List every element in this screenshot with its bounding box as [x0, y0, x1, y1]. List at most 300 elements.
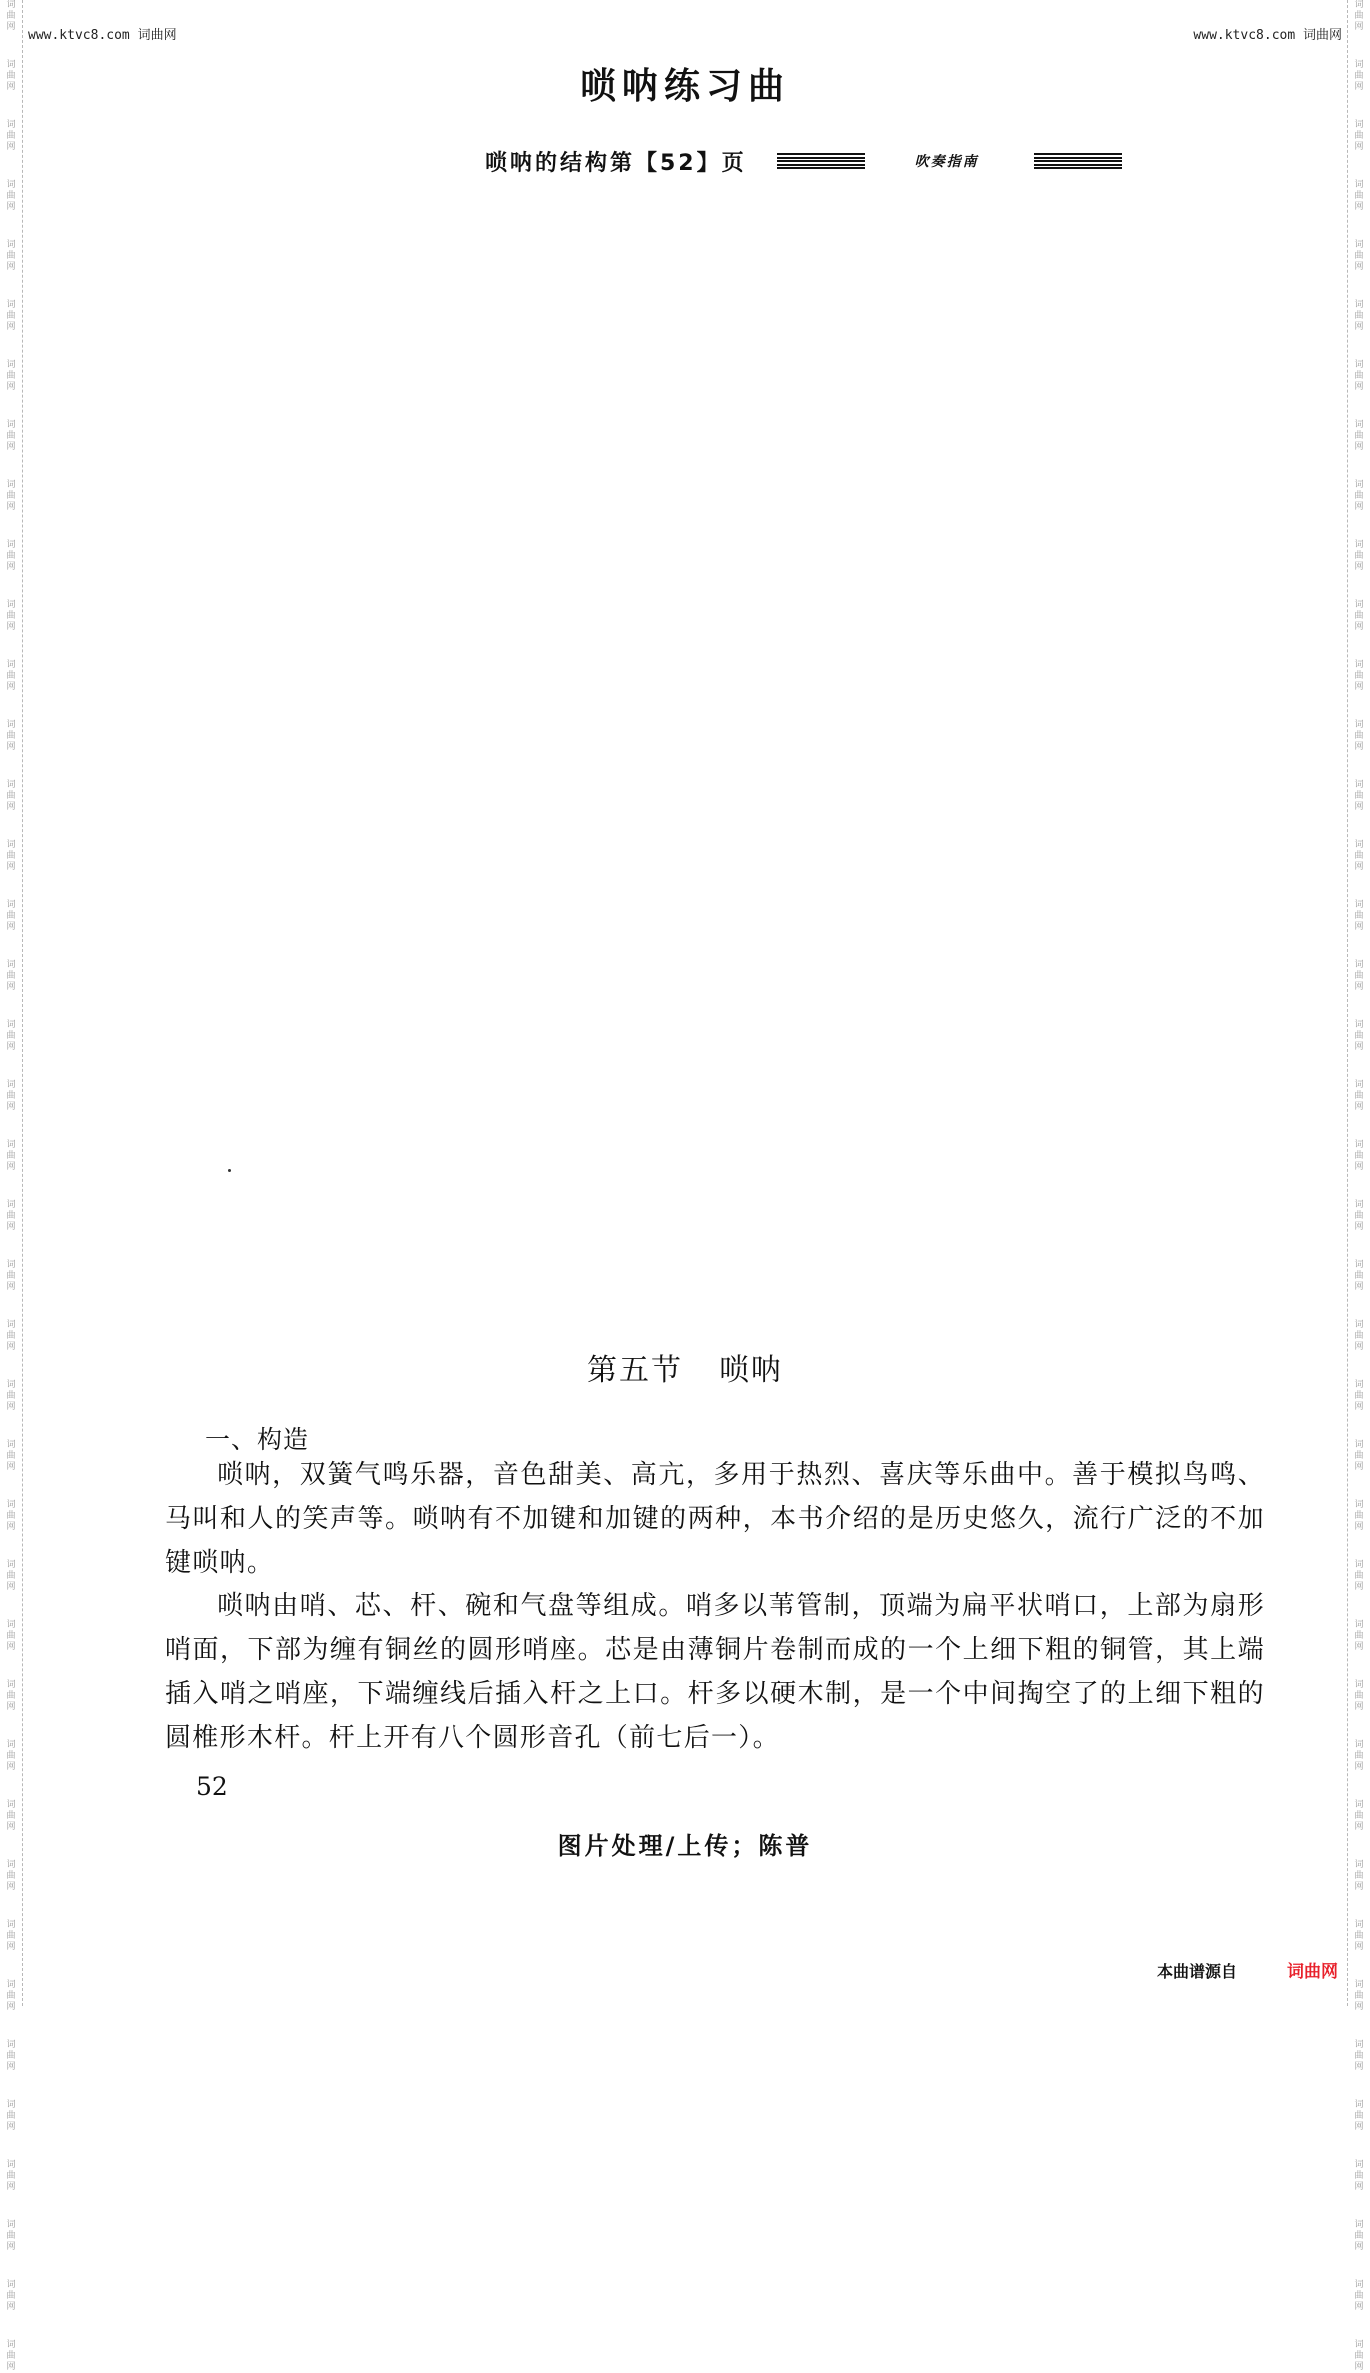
watermark-char: 网: [1354, 322, 1364, 332]
watermark-char: 词: [6, 1560, 16, 1570]
watermark-char: 网: [1354, 202, 1364, 212]
watermark-char: 网: [6, 1042, 16, 1052]
watermark-char: 曲: [6, 1271, 16, 1281]
watermark-text: [1354, 1860, 1364, 1893]
watermark-char: 曲: [1354, 491, 1364, 501]
watermark-char: 网: [6, 1762, 16, 1772]
watermark-char: 曲: [1354, 1631, 1364, 1641]
watermark-text: [6, 2220, 16, 2253]
watermark-char: 词: [6, 1800, 16, 1810]
watermark-char: 词: [6, 1620, 16, 1630]
watermark-char: 网: [1354, 742, 1364, 752]
watermark-char: 曲: [1354, 191, 1364, 201]
watermark-char: 曲: [6, 2051, 16, 2061]
watermark-char: 网: [1354, 562, 1364, 572]
watermark-char: 网: [1354, 1882, 1364, 1892]
footer-source-label: 本曲谱源自: [1156, 1962, 1237, 1981]
small-heading: 吹奏指南: [914, 154, 979, 170]
watermark-char: 曲: [6, 431, 16, 441]
watermark-char: 词: [1354, 1800, 1364, 1810]
watermark-char: 曲: [6, 731, 16, 741]
watermark-char: 词: [1354, 1860, 1364, 1870]
watermark-char: 网: [6, 2062, 16, 2072]
watermark-char: 网: [1354, 862, 1364, 872]
watermark-char: 词: [1354, 1080, 1364, 1090]
watermark-text: [6, 1680, 16, 1713]
watermark-text: [1354, 960, 1364, 993]
watermark-text: [6, 1620, 16, 1653]
watermark-char: 网: [6, 1462, 16, 1472]
watermark-char: 网: [1354, 1702, 1364, 1712]
watermark-char: 网: [1354, 1942, 1364, 1952]
watermark-char: 曲: [6, 1151, 16, 1161]
watermark-char: 网: [6, 622, 16, 632]
credit-line: 图片处理/上传；陈普: [557, 1832, 813, 1860]
watermark-char: 词: [6, 2280, 16, 2290]
watermark-char: 词: [1354, 1380, 1364, 1390]
watermark-text: [6, 300, 16, 333]
watermark-char: 曲: [6, 1331, 16, 1341]
watermark-char: 网: [1354, 802, 1364, 812]
watermark-text: [6, 1860, 16, 1893]
watermark-char: 词: [6, 420, 16, 430]
watermark-char: 曲: [1354, 131, 1364, 141]
watermark-text: [6, 480, 16, 513]
watermark-text: [6, 1440, 16, 1473]
watermark-char: 词: [6, 1500, 16, 1510]
watermark-char: 词: [6, 120, 16, 130]
watermark-char: 曲: [6, 2351, 16, 2361]
watermark-char: 词: [1354, 1500, 1364, 1510]
watermark-char: 曲: [1354, 251, 1364, 261]
watermark-char: 曲: [6, 1031, 16, 1041]
watermark-text: [1354, 900, 1364, 933]
watermark-text: [1354, 240, 1364, 273]
staff-lines-icon: [777, 153, 865, 169]
watermark-text: [1354, 540, 1364, 573]
watermark-text: [6, 180, 16, 213]
watermark-char: 网: [6, 142, 16, 152]
page-title: 唢呐练习曲: [579, 66, 790, 107]
watermark-text: [1354, 1560, 1364, 1593]
watermark-char: 词: [1354, 1980, 1364, 1990]
watermark-char: 词: [1354, 1140, 1364, 1150]
watermark-char: 曲: [1354, 1031, 1364, 1041]
watermark-text: [6, 960, 16, 993]
watermark-char: 曲: [6, 71, 16, 81]
watermark-text: [6, 2040, 16, 2073]
watermark-char: 网: [1354, 382, 1364, 392]
watermark-char: 词: [1354, 1440, 1364, 1450]
watermark-text: [1354, 1200, 1364, 1233]
watermark-char: 词: [1354, 780, 1364, 790]
watermark-text: [6, 1080, 16, 1113]
watermark-text: [1354, 1020, 1364, 1053]
watermark-text: [1354, 1680, 1364, 1713]
watermark-char: 曲: [6, 1631, 16, 1641]
watermark-char: 词: [1354, 1320, 1364, 1330]
watermark-text: [1354, 0, 1364, 33]
watermark-char: 网: [6, 2122, 16, 2132]
watermark-text: [6, 420, 16, 453]
watermark-text: [6, 240, 16, 273]
watermark-char: 网: [6, 2002, 16, 2012]
watermark-char: 曲: [6, 1751, 16, 1761]
watermark-char: 网: [1354, 442, 1364, 452]
staff-lines-icon: [1034, 153, 1122, 169]
section-name: 唢呐: [719, 1353, 783, 1388]
watermark-char: 词: [1354, 1920, 1364, 1930]
watermark-char: 曲: [1354, 1151, 1364, 1161]
watermark-char: 词: [6, 840, 16, 850]
watermark-char: 网: [6, 22, 16, 32]
watermark-char: 曲: [6, 1691, 16, 1701]
watermark-char: 曲: [6, 2171, 16, 2181]
watermark-text: [1354, 1080, 1364, 1113]
watermark-char: 曲: [1354, 1391, 1364, 1401]
watermark-char: 网: [6, 442, 16, 452]
watermark-char: 曲: [1354, 1571, 1364, 1581]
watermark-char: 词: [6, 1080, 16, 1090]
watermark-char: 曲: [6, 911, 16, 921]
watermark-char: 词: [1354, 2160, 1364, 2170]
watermark-char: 网: [1354, 982, 1364, 992]
watermark-text: [6, 2340, 16, 2373]
watermark-char: 曲: [1354, 2351, 1364, 2361]
watermark-char: 词: [1354, 720, 1364, 730]
watermark-text: [1354, 1260, 1364, 1293]
watermark-text: [1354, 300, 1364, 333]
watermark-char: 词: [6, 1980, 16, 1990]
watermark-char: 曲: [1354, 731, 1364, 741]
watermark-char: 曲: [6, 791, 16, 801]
watermark-text: [1354, 780, 1364, 813]
watermark-char: 词: [6, 720, 16, 730]
footer: [1157, 1957, 1338, 1982]
watermark-char: 网: [1354, 262, 1364, 272]
watermark-char: 曲: [6, 1991, 16, 2001]
page-subtitle: 唢呐的结构第【52】页: [485, 150, 747, 176]
watermark-text: [6, 600, 16, 633]
watermark-char: 曲: [1354, 1211, 1364, 1221]
watermark-char: 曲: [1354, 2231, 1364, 2241]
page-number: 52: [196, 1772, 228, 1801]
watermark-char: 曲: [6, 2231, 16, 2241]
watermark-text: [1354, 2220, 1364, 2253]
watermark-char: 网: [6, 2362, 16, 2372]
watermark-char: 网: [1354, 1162, 1364, 1172]
watermark-char: 曲: [1354, 1451, 1364, 1461]
watermark-char: 网: [6, 562, 16, 572]
watermark-text: [1354, 600, 1364, 633]
sub-heading: 一、构造: [205, 1425, 310, 1454]
watermark-char: 词: [1354, 2340, 1364, 2350]
watermark-char: 词: [1354, 1680, 1364, 1690]
watermark-text: [6, 360, 16, 393]
watermark-char: 曲: [1354, 2051, 1364, 2061]
watermark-char: 网: [6, 1402, 16, 1412]
watermark-text: [1354, 420, 1364, 453]
watermark-text: [1354, 720, 1364, 753]
watermark-char: 曲: [6, 1511, 16, 1521]
watermark-char: 曲: [1354, 611, 1364, 621]
watermark-char: 网: [1354, 1402, 1364, 1412]
watermark-char: 曲: [6, 11, 16, 21]
watermark-text: [6, 1200, 16, 1233]
watermark-char: 网: [1354, 1102, 1364, 1112]
watermark-char: 曲: [1354, 2291, 1364, 2301]
watermark-char: 网: [6, 2302, 16, 2312]
watermark-text: [1354, 1440, 1364, 1473]
watermark-char: 曲: [6, 1811, 16, 1821]
watermark-text: [1354, 120, 1364, 153]
watermark-char: 词: [6, 1380, 16, 1390]
watermark-char: 词: [6, 1140, 16, 1150]
watermark-text: [6, 660, 16, 693]
watermark-char: 网: [1354, 2242, 1364, 2252]
watermark-char: 网: [1354, 1042, 1364, 1052]
watermark-text: [1354, 1920, 1364, 1953]
watermark-char: 网: [6, 1642, 16, 1652]
watermark-text: [6, 2100, 16, 2133]
watermark-char: 词: [6, 0, 16, 10]
watermark-char: 词: [6, 480, 16, 490]
watermark-char: 网: [1354, 2362, 1364, 2372]
watermark-text: [6, 2280, 16, 2313]
watermark-char: 网: [1354, 22, 1364, 32]
watermark-text: [1354, 660, 1364, 693]
watermark-text: [6, 1740, 16, 1773]
watermark-char: 曲: [1354, 1691, 1364, 1701]
watermark-char: 曲: [6, 551, 16, 561]
right-watermark-strip: [1347, 0, 1370, 2372]
watermark-text: [6, 720, 16, 753]
watermark-text: [1354, 2280, 1364, 2313]
watermark-char: 词: [1354, 60, 1364, 70]
watermark-char: 曲: [6, 1931, 16, 1941]
watermark-char: 网: [6, 1702, 16, 1712]
watermark-text: [1354, 1620, 1364, 1653]
watermark-char: 网: [6, 1942, 16, 1952]
watermark-char: 网: [6, 1882, 16, 1892]
watermark-char: 网: [1354, 1342, 1364, 1352]
watermark-text: [6, 0, 16, 33]
watermark-char: 曲: [1354, 1931, 1364, 1941]
watermark-char: 词: [6, 2100, 16, 2110]
watermark-text: [6, 1560, 16, 1593]
watermark-char: 网: [1354, 1822, 1364, 1832]
watermark-char: 词: [6, 1740, 16, 1750]
watermark-char: 网: [6, 982, 16, 992]
watermark-char: 词: [1354, 600, 1364, 610]
watermark-char: 曲: [1354, 71, 1364, 81]
watermark-char: 网: [1354, 1642, 1364, 1652]
watermark-char: 曲: [1354, 371, 1364, 381]
watermark-char: 网: [1354, 1582, 1364, 1592]
watermark-char: 网: [1354, 2302, 1364, 2312]
watermark-char: 网: [6, 1222, 16, 1232]
watermark-char: 网: [1354, 1462, 1364, 1472]
watermark-char: 词: [1354, 2220, 1364, 2230]
watermark-text: [1354, 1980, 1364, 2013]
watermark-char: 网: [6, 1522, 16, 1532]
watermark-char: 词: [1354, 360, 1364, 370]
watermark-char: 曲: [1354, 1091, 1364, 1101]
watermark-char: 词: [1354, 2100, 1364, 2110]
watermark-char: 曲: [6, 1871, 16, 1881]
watermark-char: 曲: [6, 311, 16, 321]
watermark-text: [1354, 2160, 1364, 2193]
watermark-char: 曲: [1354, 791, 1364, 801]
watermark-char: 网: [1354, 922, 1364, 932]
watermark-text: [6, 2160, 16, 2193]
watermark-char: 网: [6, 2242, 16, 2252]
watermark-char: 曲: [6, 2111, 16, 2121]
watermark-char: 词: [1354, 0, 1364, 10]
watermark-text: [1354, 2100, 1364, 2133]
watermark-char: 曲: [1354, 1751, 1364, 1761]
watermark-char: 词: [1354, 420, 1364, 430]
watermark-text: [1354, 360, 1364, 393]
watermark-char: 网: [1354, 2002, 1364, 2012]
watermark-char: 曲: [6, 371, 16, 381]
watermark-char: 网: [1354, 82, 1364, 92]
watermark-char: 曲: [6, 491, 16, 501]
watermark-char: 词: [1354, 2280, 1364, 2290]
watermark-char: 网: [6, 322, 16, 332]
watermark-char: 词: [1354, 660, 1364, 670]
watermark-char: 词: [1354, 480, 1364, 490]
watermark-char: 词: [1354, 960, 1364, 970]
watermark-char: 网: [1354, 2182, 1364, 2192]
watermark-text: [1354, 1500, 1364, 1533]
watermark-char: 网: [1354, 1222, 1364, 1232]
watermark-char: 词: [6, 660, 16, 670]
watermark-char: 曲: [6, 611, 16, 621]
watermark-char: 网: [1354, 682, 1364, 692]
watermark-char: 网: [6, 1822, 16, 1832]
watermark-text: [1354, 2340, 1364, 2373]
watermark-char: 曲: [1354, 2171, 1364, 2181]
watermark-char: 词: [6, 540, 16, 550]
watermark-char: 曲: [1354, 1271, 1364, 1281]
watermark-char: 词: [1354, 1020, 1364, 1030]
watermark-char: 词: [6, 2160, 16, 2170]
watermark-text: [6, 1260, 16, 1293]
watermark-char: 词: [1354, 120, 1364, 130]
watermark-char: 词: [6, 1020, 16, 1030]
watermark-char: 曲: [1354, 11, 1364, 21]
watermark-char: 词: [6, 1200, 16, 1210]
watermark-char: 词: [6, 1920, 16, 1930]
watermark-text: [6, 780, 16, 813]
watermark-char: 词: [6, 780, 16, 790]
watermark-char: 词: [6, 600, 16, 610]
watermark-char: 曲: [6, 1211, 16, 1221]
subtitle-row: [485, 145, 1122, 177]
watermark-char: 词: [6, 1320, 16, 1330]
watermark-char: 网: [1354, 1282, 1364, 1292]
watermark-char: 词: [1354, 240, 1364, 250]
header-site-left[interactable]: www.ktvc8.com 词曲网: [28, 28, 177, 43]
watermark-char: 曲: [6, 1571, 16, 1581]
watermark-char: 网: [1354, 622, 1364, 632]
watermark-char: 网: [1354, 2122, 1364, 2132]
watermark-text: [1354, 180, 1364, 213]
watermark-char: 网: [6, 82, 16, 92]
watermark-char: 曲: [6, 2291, 16, 2301]
watermark-text: [1354, 1740, 1364, 1773]
watermark-char: 词: [6, 360, 16, 370]
paragraph: 唢呐，双簧气鸣乐器，音色甜美、高亢，多用于热烈、喜庆等乐曲中。善于模拟鸟鸣、马叫和人的笑声等。唢呐有不加键和加键的两种，本书介绍的是历史悠久，流行广泛的不加键唢呐。: [165, 1460, 1265, 1578]
watermark-text: [6, 120, 16, 153]
watermark-char: 曲: [1354, 851, 1364, 861]
watermark-char: 词: [1354, 180, 1364, 190]
watermark-char: 曲: [6, 191, 16, 201]
watermark-char: 网: [6, 382, 16, 392]
watermark-text: [6, 1980, 16, 2013]
watermark-text: [6, 1020, 16, 1053]
watermark-char: 网: [1354, 1762, 1364, 1772]
watermark-char: 网: [6, 922, 16, 932]
section-heading: [0, 1345, 1370, 1389]
watermark-text: [6, 840, 16, 873]
watermark-char: 词: [1354, 300, 1364, 310]
watermark-char: 网: [6, 1582, 16, 1592]
watermark-char: 曲: [6, 131, 16, 141]
watermark-char: 曲: [6, 1091, 16, 1101]
watermark-char: 词: [6, 2040, 16, 2050]
watermark-char: 词: [1354, 1200, 1364, 1210]
watermark-char: 词: [6, 60, 16, 70]
watermark-char: 曲: [6, 1451, 16, 1461]
watermark-char: 词: [6, 1260, 16, 1270]
watermark-char: 词: [1354, 2040, 1364, 2050]
watermark-char: 网: [6, 202, 16, 212]
watermark-char: 曲: [1354, 1511, 1364, 1521]
watermark-char: 网: [6, 742, 16, 752]
left-watermark-strip: [0, 0, 23, 2372]
watermark-text: [1354, 2040, 1364, 2073]
watermark-char: 网: [6, 802, 16, 812]
footer-brand-link[interactable]: 词曲网: [1287, 1962, 1338, 1982]
watermark-char: 曲: [6, 251, 16, 261]
watermark-char: 词: [6, 1680, 16, 1690]
watermark-char: 网: [6, 682, 16, 692]
watermark-char: 曲: [6, 1391, 16, 1401]
watermark-text: [1354, 1140, 1364, 1173]
watermark-char: 曲: [1354, 551, 1364, 561]
watermark-char: 词: [1354, 1740, 1364, 1750]
header-site-right[interactable]: www.ktvc8.com 词曲网: [1193, 28, 1342, 43]
watermark-char: 词: [1354, 900, 1364, 910]
watermark-char: 词: [1354, 1620, 1364, 1630]
watermark-char: 词: [1354, 1560, 1364, 1570]
watermark-char: 词: [6, 1440, 16, 1450]
watermark-text: [6, 900, 16, 933]
watermark-char: 网: [6, 502, 16, 512]
watermark-text: [6, 1500, 16, 1533]
stray-dot: [228, 1169, 231, 1172]
watermark-text: [1354, 480, 1364, 513]
watermark-text: [6, 540, 16, 573]
watermark-char: 网: [1354, 1522, 1364, 1532]
watermark-char: 曲: [1354, 1811, 1364, 1821]
watermark-char: 曲: [6, 851, 16, 861]
watermark-char: 词: [1354, 1260, 1364, 1270]
watermark-char: 词: [6, 900, 16, 910]
watermark-char: 曲: [1354, 671, 1364, 681]
